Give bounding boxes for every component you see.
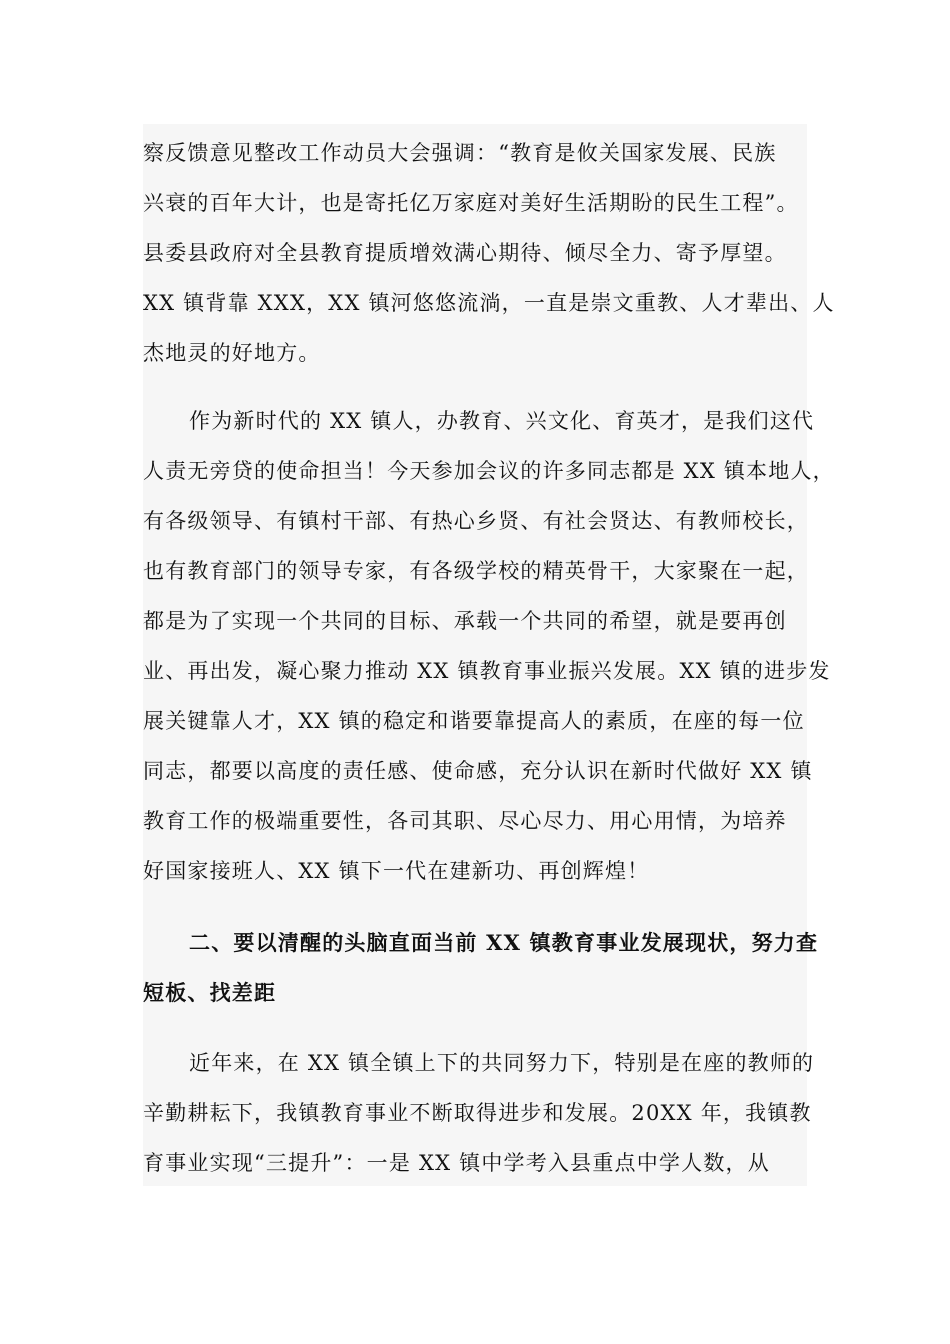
text-line: 业、再出发，凝心聚力推动 XX 镇教育事业振兴发展。XX 镇的进步发 [143, 659, 831, 683]
text-line: 同志，都要以高度的责任感、使命感，充分认识在新时代做好 XX 镇 [143, 759, 813, 783]
text-line: 人责无旁贷的使命担当！今天参加会议的许多同志都是 XX 镇本地人， [143, 459, 835, 483]
text-line: 都是为了实现一个共同的目标、承载一个共同的希望，就是要再创 [143, 609, 787, 633]
text-line: 好国家接班人、XX 镇下一代在建新功、再创辉煌！ [143, 859, 650, 883]
heading-line: 短板、找差距 [143, 980, 277, 1005]
text-line: 也有教育部门的领导专家，有各级学校的精英骨干，大家聚在一起， [143, 559, 809, 583]
text-line: 近年来，在 XX 镇全镇上下的共同努力下，特别是在座的教师的 [189, 1051, 815, 1075]
text-line: 作为新时代的 XX 镇人，办教育、兴文化、育英才，是我们这代 [189, 409, 815, 433]
text-line: 展关键靠人才，XX 镇的稳定和谐要靠提高人的素质，在座的每一位 [143, 709, 805, 733]
heading-line: 二、要以清醒的头脑直面当前 XX 镇教育事业发展现状，努力查 [189, 930, 819, 955]
paragraph-1 [143, 128, 843, 378]
paragraph-2 [143, 396, 843, 896]
document-page [143, 124, 835, 1186]
text-line: XX 镇背靠 XXX，XX 镇河悠悠流淌，一直是崇文重教、人才辈出、人 [143, 291, 835, 315]
text-line: 育事业实现“三提升”：一是 XX 镇中学考入县重点中学人数，从 [143, 1151, 770, 1175]
text-line: 察反馈意见整改工作动员大会强调：“教育是攸关国家发展、民族 [143, 141, 777, 165]
section-heading [143, 918, 843, 1018]
paragraph-3 [143, 1038, 843, 1188]
text-line: 教育工作的极端重要性，各司其职、尽心尽力、用心用情，为培养 [143, 809, 787, 833]
text-line: 兴衰的百年大计，也是寄托亿万家庭对美好生活期盼的民生工程”。 [143, 191, 799, 215]
text-line: 县委县政府对全县教育提质增效满心期待、倾尽全力、寄予厚望。 [143, 241, 787, 265]
text-line: 有各级领导、有镇村干部、有热心乡贤、有社会贤达、有教师校长， [143, 509, 809, 533]
text-line: 杰地灵的好地方。 [143, 341, 321, 365]
text-line: 辛勤耕耘下，我镇教育事业不断取得进步和发展。20XX 年，我镇教 [143, 1101, 812, 1125]
